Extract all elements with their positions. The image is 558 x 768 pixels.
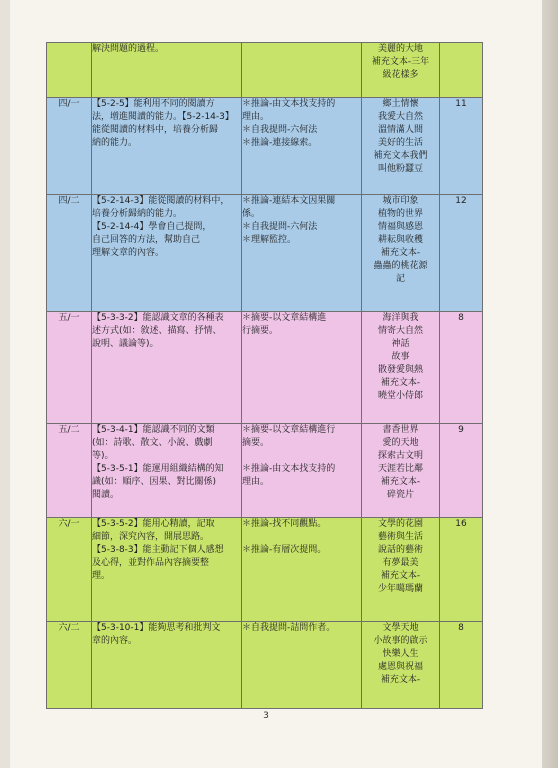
text-title: 補充文本- [380,571,421,582]
indicator-line: 【5-2-5】能利用不同的閱讀方 [92,99,215,109]
text-title: 愛的天地 [382,438,419,449]
table-body [47,43,483,709]
text-title: 美麗的大地 [377,44,423,54]
text-title: 有夢最美 [382,558,419,569]
strategy-line: 行摘要。 [242,326,279,337]
indicator-line: 解決問題的過程。 [92,44,165,54]
unit-cell: 六/一 [47,518,92,622]
unit-cell: 五/一 [47,312,92,424]
strategy-line: 係。 [242,209,261,220]
indicator-line: 細節，深究內容，開展思路。 [92,532,210,543]
table-row [47,195,483,312]
strategy-cell [242,312,362,424]
indicator-cell [92,518,242,622]
text-cell [362,43,440,98]
indicator-line: 等)。 [92,451,114,462]
text-title: 補充文本- [380,378,421,389]
indicator-line: 納的能力。 [92,138,138,149]
weeks-cell: 8 [440,312,483,424]
indicator-cell [92,195,242,312]
text-title: 碎瓷片 [386,490,414,501]
strategy-line: ＊推論-連接線索。 [242,138,318,149]
text-title: 天涯若比鄰 [377,464,423,475]
table-row [47,312,483,424]
indicator-cell [92,312,242,424]
text-title: 城市印象 [382,196,419,206]
text-title: 補充文本-三年 [371,57,430,68]
indicator-line: 法，增進閱讀的能力。【5-2-14-3】 [92,112,234,123]
unit-cell: 六/二 [47,622,92,709]
unit-cell: 四/一 [47,98,92,195]
unit-cell: 五/二 [47,424,92,518]
unit-cell [47,43,92,98]
text-title: 溫情滿人間 [377,125,423,136]
text-title: 故事 [391,352,410,363]
text-title: 補充文本- [380,477,421,488]
strategy-line: ＊推論-由文本找支持的 [242,99,336,109]
text-title: 散發愛與熱 [377,365,423,376]
reading-plan-table [46,42,483,709]
text-title: 文學的花園 [377,519,423,529]
strategy-line: 摘要。 [242,438,270,449]
table-row [47,518,483,622]
indicator-line: 培養分析歸納的能力。 [92,209,183,220]
weeks-cell: 8 [440,622,483,709]
text-title: 書香世界 [382,425,419,435]
strategy-line: ＊理解監控。 [242,235,297,246]
text-title: 叫他粉蠶豆 [377,164,423,175]
text-title: 我愛大自然 [377,112,423,123]
indicator-line: 自己回答的方法，幫助自己 [92,235,201,246]
table-row [47,622,483,709]
strategy-line: ＊摘要-以文章結構進行 [242,425,336,435]
text-cell [362,312,440,424]
text-title: 少年噶瑪蘭 [377,584,423,595]
strategy-line: 理由。 [242,112,270,123]
weeks-cell: 9 [440,424,483,518]
indicator-line: 理。 [92,571,111,582]
strategy-cell [242,98,362,195]
text-title: 補充文本- [380,675,421,686]
strategy-cell [242,195,362,312]
page-edge-shadow [542,0,558,768]
text-title: 小故事的啟示 [373,636,428,647]
text-title: 說話的藝術 [377,545,423,556]
text-title: 耕耘與收穫 [377,235,423,246]
indicator-cell [92,424,242,518]
strategy-line: 理由。 [242,477,270,488]
strategy-line [242,450,361,463]
indicator-line: (如：詩歌、散文、小說、戲劇 [92,438,213,449]
indicator-line: 識(如：順序、因果、對比關係) [92,477,217,488]
strategy-line: ＊自我提問-六何法 [242,125,318,136]
strategy-line: ＊推論-由文本找支持的 [242,464,336,475]
text-cell [362,622,440,709]
text-cell [362,518,440,622]
indicator-line: 【5-3-10-1】能夠思考和批判文 [92,623,221,633]
indicator-line: 章的內容。 [92,636,138,647]
indicator-line: 【5-3-3-2】能認識文章的各種表 [92,313,224,323]
indicator-line: 【5-2-14-4】學會自己提問， [92,222,212,233]
weeks-cell [440,43,483,98]
text-cell [362,195,440,312]
indicator-line: 【5-3-4-1】能認識不同的文類 [92,425,215,435]
text-title: 補充文本- [380,248,421,259]
indicator-line: 及心得，並對作品內容摘要整 [92,558,210,569]
indicator-line: 【5-3-8-3】能主動記下個人感想 [92,545,224,556]
indicator-line: 能從閱讀的材料中，培養分析歸 [92,125,219,136]
indicator-cell [92,622,242,709]
strategy-line: ＊推論-連結本文因果關 [242,196,336,206]
text-title: 探索古文明 [377,451,423,462]
page-number: 3 [263,711,269,721]
strategy-cell [242,622,362,709]
strategy-cell [242,518,362,622]
unit-cell: 四/二 [47,195,92,312]
indicator-line: 閱讀。 [92,490,120,501]
text-title: 藝術與生活 [377,532,423,543]
indicator-line: 述方式(如：敘述、描寫、抒情、 [92,326,222,337]
text-title: 快樂人生 [382,649,419,660]
indicator-line: 理解文章的內容。 [92,248,165,259]
indicator-line: 【5-3-5-2】能用心精讀，記取 [92,519,215,529]
strategy-line: ＊自我提問-六何法 [242,222,318,233]
text-title: 級花樣多 [382,70,419,81]
table-row [47,98,483,195]
text-title: 補充文本我們 [373,151,428,162]
text-title: 鄉土情懷 [382,99,419,109]
text-title: 情福與感恩 [377,222,423,233]
text-title: 情寄大自然 [377,326,423,337]
table-row [47,43,483,98]
text-cell [362,98,440,195]
text-title: 蟲蟲的桃花源 [373,261,428,272]
strategy-line: ＊摘要-以文章結構進 [242,313,327,323]
text-cell [362,424,440,518]
indicator-line: 【5-3-5-1】能運用組織結構的知 [92,464,224,475]
text-title: 處恩與祝福 [377,662,423,673]
strategy-cell [242,43,362,98]
indicator-line: 說明、議論等)。 [92,339,159,350]
weeks-cell: 11 [440,98,483,195]
text-title: 文學天地 [382,623,419,633]
weeks-cell: 12 [440,195,483,312]
strategy-line: ＊推論-找不同觀點。 [242,519,327,529]
table-row [47,424,483,518]
strategy-line [242,531,361,544]
text-title: 曉堂小侍郎 [377,391,423,402]
weeks-cell: 16 [440,518,483,622]
text-title: 記 [395,274,405,285]
text-title: 海洋與我 [382,313,419,323]
text-title: 神話 [391,339,410,350]
indicator-cell [92,43,242,98]
strategy-cell [242,424,362,518]
strategy-line: ＊推論-有層次提問。 [242,545,327,556]
text-title: 植物的世界 [377,209,423,220]
text-title: 美好的生活 [377,138,423,149]
strategy-line: ＊自我提問-詰問作者。 [242,623,336,633]
indicator-line: 【5-2-14-3】能從閱讀的材料中， [92,196,230,206]
indicator-cell [92,98,242,195]
